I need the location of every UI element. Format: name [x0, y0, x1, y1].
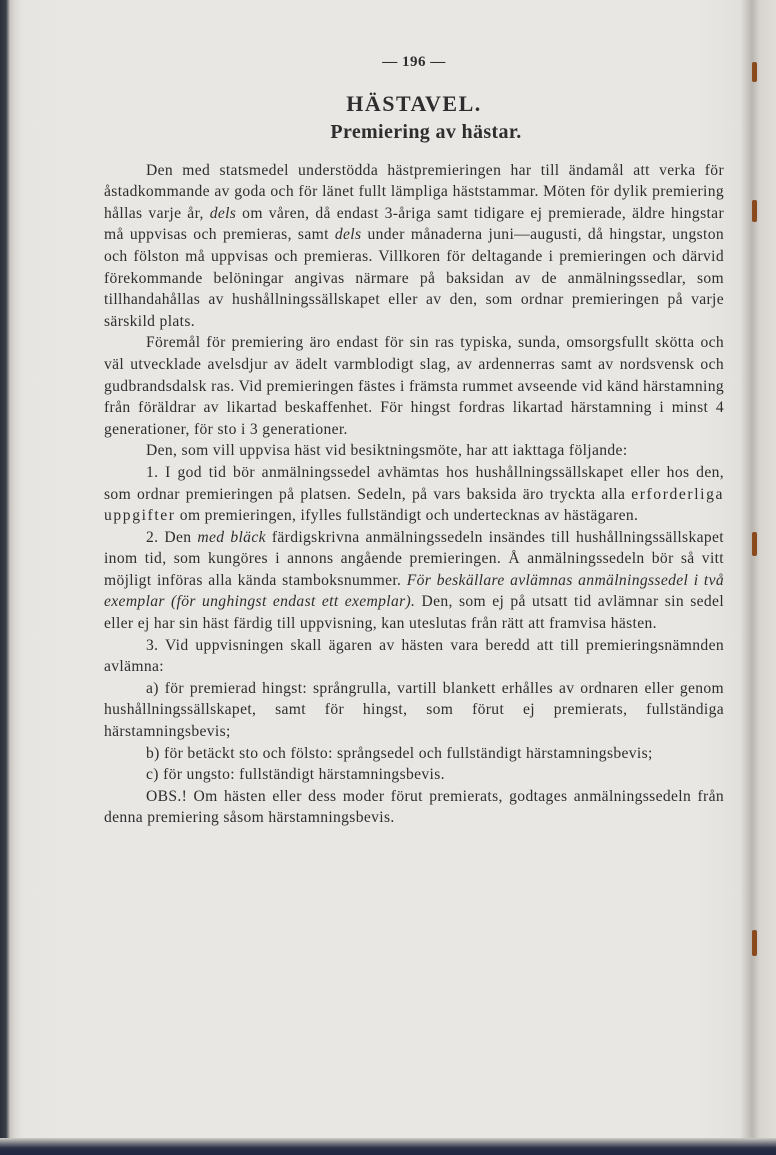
- page-content: [104, 52, 724, 829]
- list-item-2: 2. Den med bläck färdigskrivna anmälningssedeln insändes till hushållningssällskapet inom tid, som kungöres i annons angående premieringen. Å anmälningssedeln bör så vitt möjligt införas alla kända stamboksnummer. För beskällare avlämnas anmälningssedel i två exemplar (för unghingst endast ett exemplar). Den, som ej på utsatt tid avlämnar sin sedel eller ej har sin häst färdig till uppvisning, kan uteslutas från rätt att framvisa hästen.: [104, 528, 724, 633]
- paragraph-eligibility: Föremål för premiering äro endast för sin ras typiska, sunda, omsorgsfullt skötta och väl utvecklade avelsdjur av ädelt varmblodigt slag, av ardennerras samt av nordsvensk och gudbrandsdalsk ras. Vid premieringen fästes i främsta rummet avseende vid känd härstamning från föräldrar av likartad beskaffenhet. För hingst fordras likartad härstamning i minst 4 generationer, för sto i 3 generationer.: [104, 334, 725, 438]
- list-item-3c: c) för ungsto: fullständigt härstamningsbevis.: [146, 766, 445, 784]
- list-item-3a: a) för premierad hingst: språngrulla, vartill blankett erhålles av ordnaren eller genom hushållningssällskapet, samt för hingst, som förut ej premierats, fullständiga härstamningsbevis;: [104, 679, 725, 741]
- list-item-3: 3. Vid uppvisningen skall ägaren av hästen vara beredd att till premieringsnämnden avlämna:: [104, 636, 724, 676]
- paragraph-intro: Den med statsmedel understödda hästpremieringen har till ändamål att verka för åstadkommande av goda och för länet fullt lämpliga häststammar. Möten för dylik premiering hållas varje år, dels om våren, då endast 3-åriga samt tidigare ej premierade, äldre hingstar må uppvisas och premieras, samt dels under månaderna juni—augusti, då hingstar, ungston och fölston må uppvisas och premieras. Villkoren för deltagande i premieringen och därvid förekommande belöningar angivas närmare på baksidan av de anmälningssedlar, som tillhandahållas av hushållningssällskapet eller av den, som ordnar premieringen på varje särskild plats.: [104, 161, 724, 330]
- note-obs: OBS.! Om hästen eller dess moder förut premierats, godtages anmälningssedeln från denna premiering såsom härstamningsbevis.: [104, 787, 724, 827]
- section-subheading: Premiering av hästar.: [330, 120, 522, 143]
- rust-stain: [752, 62, 757, 82]
- list-item-3b: b) för betäckt sto och fölsto: språngsedel och fullständigt härstamningsbevis;: [146, 744, 653, 762]
- section-heading: HÄSTAVEL.: [346, 90, 482, 116]
- rust-stain: [752, 200, 757, 222]
- book-bottom-edge: [0, 1138, 776, 1155]
- paragraph-requirements: Den, som vill uppvisa häst vid besiktningsmöte, har att iakttaga följande:: [146, 442, 628, 460]
- list-item-1: 1. I god tid bör anmälningssedel avhämtas hos hushållningssällskapet eller hos den, som ordnar premieringen på platsen. Sedeln, på vars baksida äro tryckta alla erforderliga uppgifter om premieringen, ifylles fullständigt och undertecknas av hästägaren.: [104, 463, 724, 525]
- rust-stain: [752, 532, 757, 556]
- page-number: — 196 —: [382, 54, 446, 70]
- rust-stain: [752, 930, 757, 956]
